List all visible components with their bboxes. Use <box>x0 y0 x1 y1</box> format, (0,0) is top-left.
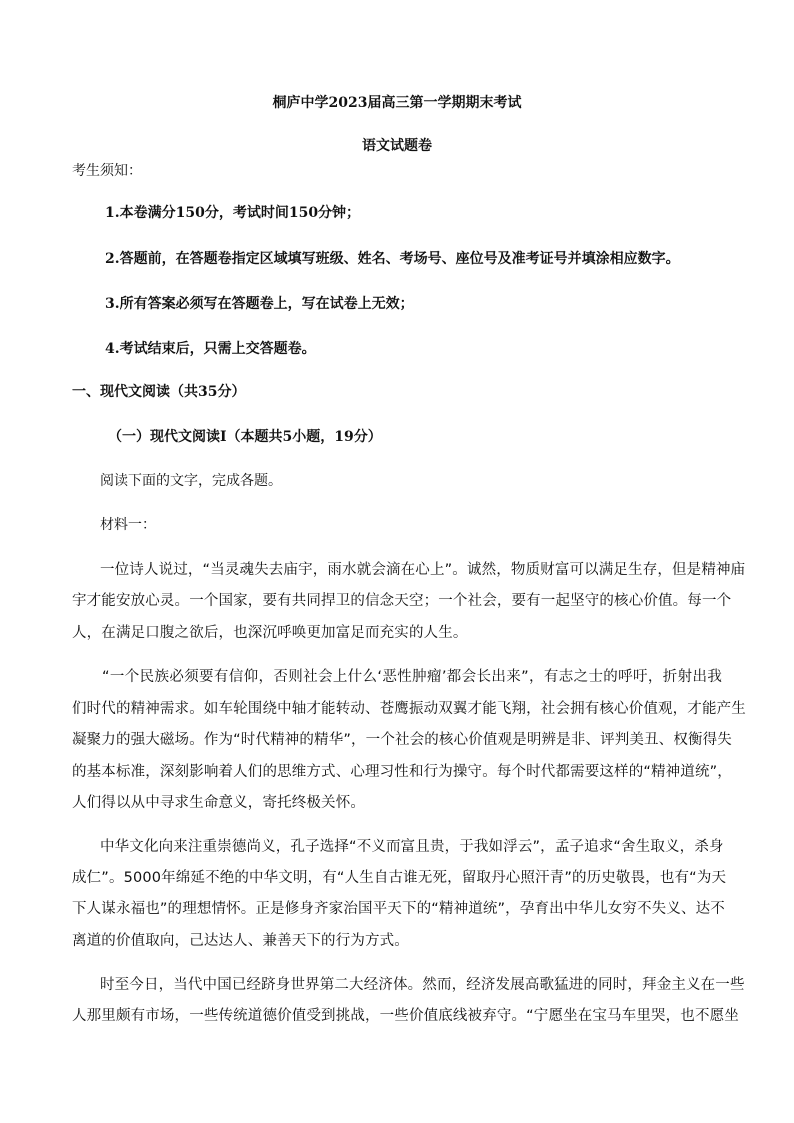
paragraph-1-line-1: 一位诗人说过，“当灵魂失去庙宇，雨水就会滴在心上”。诚然，物质财富可以满足生存，但是精神庙 <box>100 562 746 578</box>
paragraph-4-line-2: 人那里颇有市场，一些传统道德价值受到挑战，一些价值底线被弃守。“宁愿坐在宝马车里哭，也不愿坐 <box>72 1008 739 1024</box>
section-subheading: （一）现代文阅读I（本题共5小题，19分） <box>108 429 382 445</box>
exam-title: 桐庐中学2023届高三第一学期期末考试 <box>272 95 522 111</box>
material-label: 材料一： <box>100 517 156 533</box>
paragraph-2-line-5: 人们得以从中寻求生命意义，寄托终极关怀。 <box>72 795 365 811</box>
paper-title: 语文试题卷 <box>362 138 432 154</box>
notice-item-3: 3.所有答案必须写在答题卷上，写在试卷上无效； <box>105 296 414 312</box>
notice-heading: 考生须知： <box>72 163 142 179</box>
section-heading: 一、现代文阅读（共35分） <box>72 384 246 400</box>
paragraph-3-line-3: 下人谋永福也”的理想情怀。正是修身齐家治国平天下的“精神道统”，孕育出中华儿女穷不失义、达不 <box>72 901 725 917</box>
paragraph-2-line-4: 的基本标准，深刻影响着人们的思维方式、心理习性和行为操守。每个时代都需要这样的“精神道统”， <box>72 764 732 780</box>
paragraph-3-line-1: 中华文化向来注重崇德尚义，孔子选择“不义而富且贵，于我如浮云”，孟子追求“舍生取义，杀身 <box>100 839 724 855</box>
paragraph-2-line-1: “一个民族必须要有信仰，否则社会上什么‘恶性肿瘤’都会长出来”，有志之士的呼吁，折射出我 <box>102 669 722 685</box>
paragraph-4-line-1: 时至今日，当代中国已经跻身世界第二大经济体。然而，经济发展高歌猛进的同时，拜金主义在一些 <box>100 977 745 993</box>
paragraph-2-line-2: 们时代的精神需求。如车轮围绕中轴才能转动、苍鹰振动双翼才能飞翔，社会拥有核心价值观，才能产生 <box>72 701 746 717</box>
paragraph-1-line-3: 人，在满足口腹之欲后，也深沉呼唤更加富足而充实的人生。 <box>72 625 468 641</box>
paragraph-3-line-2: 成仁”。5000年绵延不绝的中华文明，有“人生自古谁无死，留取丹心照汗青”的历史敬畏，也有“为天 <box>72 870 727 886</box>
paragraph-3-line-4: 离道的价值取向，己达达人、兼善天下的行为方式。 <box>72 933 409 949</box>
paragraph-2-line-3: 凝聚力的强大磁场。作为“时代精神的精华”，一个社会的核心价值观是明辨是非、评判美丑、权衡得失 <box>72 732 732 748</box>
notice-item-2: 2.答题前，在答题卷指定区域填写班级、姓名、考场号、座位号及准考证号并填涂相应数字。 <box>105 251 680 267</box>
notice-item-4: 4.考试结束后，只需上交答题卷。 <box>105 341 316 357</box>
reading-instruction: 阅读下面的文字，完成各题。 <box>100 473 282 489</box>
notice-item-1: 1.本卷满分150分，考试时间150分钟； <box>105 205 361 221</box>
paragraph-1-line-2: 宇才能安放心灵。一个国家，要有共同捍卫的信念天空；一个社会，要有一起坚守的核心价值。每一个 <box>72 593 732 609</box>
